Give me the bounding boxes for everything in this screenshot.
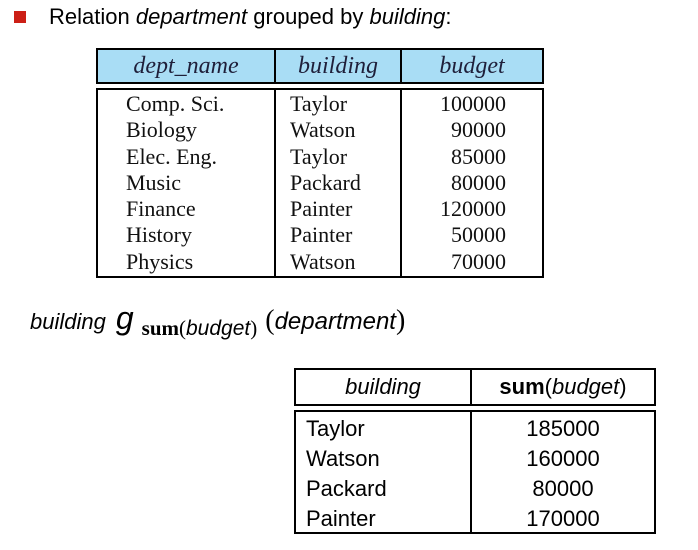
header-building: building (276, 50, 402, 82)
result-sum-column (472, 412, 654, 532)
table-cell: Painter (290, 196, 353, 222)
rel-close-paren: ) (395, 305, 406, 336)
agg-func-name: sum (141, 316, 179, 340)
table-cell: Watson (306, 446, 380, 471)
result-table-header (294, 368, 656, 406)
bullet-relation-name: department (135, 4, 248, 29)
result-header-building: building (296, 370, 472, 404)
result-header-func: sum (499, 374, 545, 399)
dept-name-column (98, 90, 276, 276)
bullet-middle: grouped by (253, 4, 364, 29)
relation-table-header (96, 48, 544, 84)
agg-open-paren: ( (179, 316, 186, 340)
table-cell: Finance (126, 196, 196, 222)
agg-argument: budget (186, 317, 251, 340)
table-cell: Elec. Eng. (126, 143, 218, 169)
table-cell: 80000 (451, 169, 506, 195)
table-cell: Biology (126, 117, 197, 143)
table-cell: Physics (126, 248, 194, 274)
result-header-open: ( (544, 374, 552, 399)
aggregation-expression (30, 300, 405, 346)
relation-name: department (274, 308, 396, 335)
table-cell: 170000 (526, 506, 600, 531)
result-header-arg: budget (551, 374, 620, 399)
table-cell: Taylor (290, 143, 348, 169)
aggregation-function (142, 316, 258, 341)
table-cell: Painter (306, 506, 376, 531)
rel-open-paren: ( (265, 305, 275, 336)
bullet-line (14, 2, 451, 32)
result-table-body (294, 410, 656, 534)
result-header-sum (472, 370, 654, 404)
bullet-attribute-name: building (369, 4, 446, 29)
group-attribute: building (30, 309, 106, 334)
result-building-column (296, 412, 472, 532)
bullet-suffix: : (445, 4, 452, 29)
table-cell: 120000 (440, 196, 506, 222)
table-cell: History (126, 222, 192, 248)
table-cell: 185000 (526, 416, 600, 441)
header-budget: budget (439, 52, 505, 79)
table-cell: Watson (290, 117, 356, 143)
table-cell: 80000 (532, 476, 594, 501)
table-cell: Watson (290, 248, 356, 274)
bullet-prefix: Relation (49, 4, 130, 29)
table-cell: 50000 (451, 222, 506, 248)
table-cell: 100000 (440, 91, 506, 116)
table-cell: 160000 (526, 446, 600, 471)
budget-column (402, 90, 542, 276)
agg-close-paren: ) (250, 316, 258, 340)
table-cell: Taylor (306, 416, 365, 441)
table-cell: Painter (290, 222, 353, 248)
table-cell: Taylor (290, 91, 348, 116)
aggregation-g-symbol: g (115, 300, 134, 336)
table-cell: 85000 (451, 143, 506, 169)
table-cell: 70000 (451, 248, 506, 274)
relation-table-body (96, 88, 544, 278)
table-cell: Packard (290, 169, 361, 195)
table-cell: Packard (306, 476, 387, 501)
expression-relation (265, 305, 405, 337)
result-header-close: ) (619, 374, 627, 399)
building-column (276, 90, 402, 276)
header-dept-name: dept_name (98, 50, 276, 82)
table-cell: Comp. Sci. (126, 91, 225, 116)
bullet-square-icon (14, 11, 26, 23)
table-cell: 90000 (451, 117, 506, 143)
table-cell: Music (126, 169, 181, 195)
